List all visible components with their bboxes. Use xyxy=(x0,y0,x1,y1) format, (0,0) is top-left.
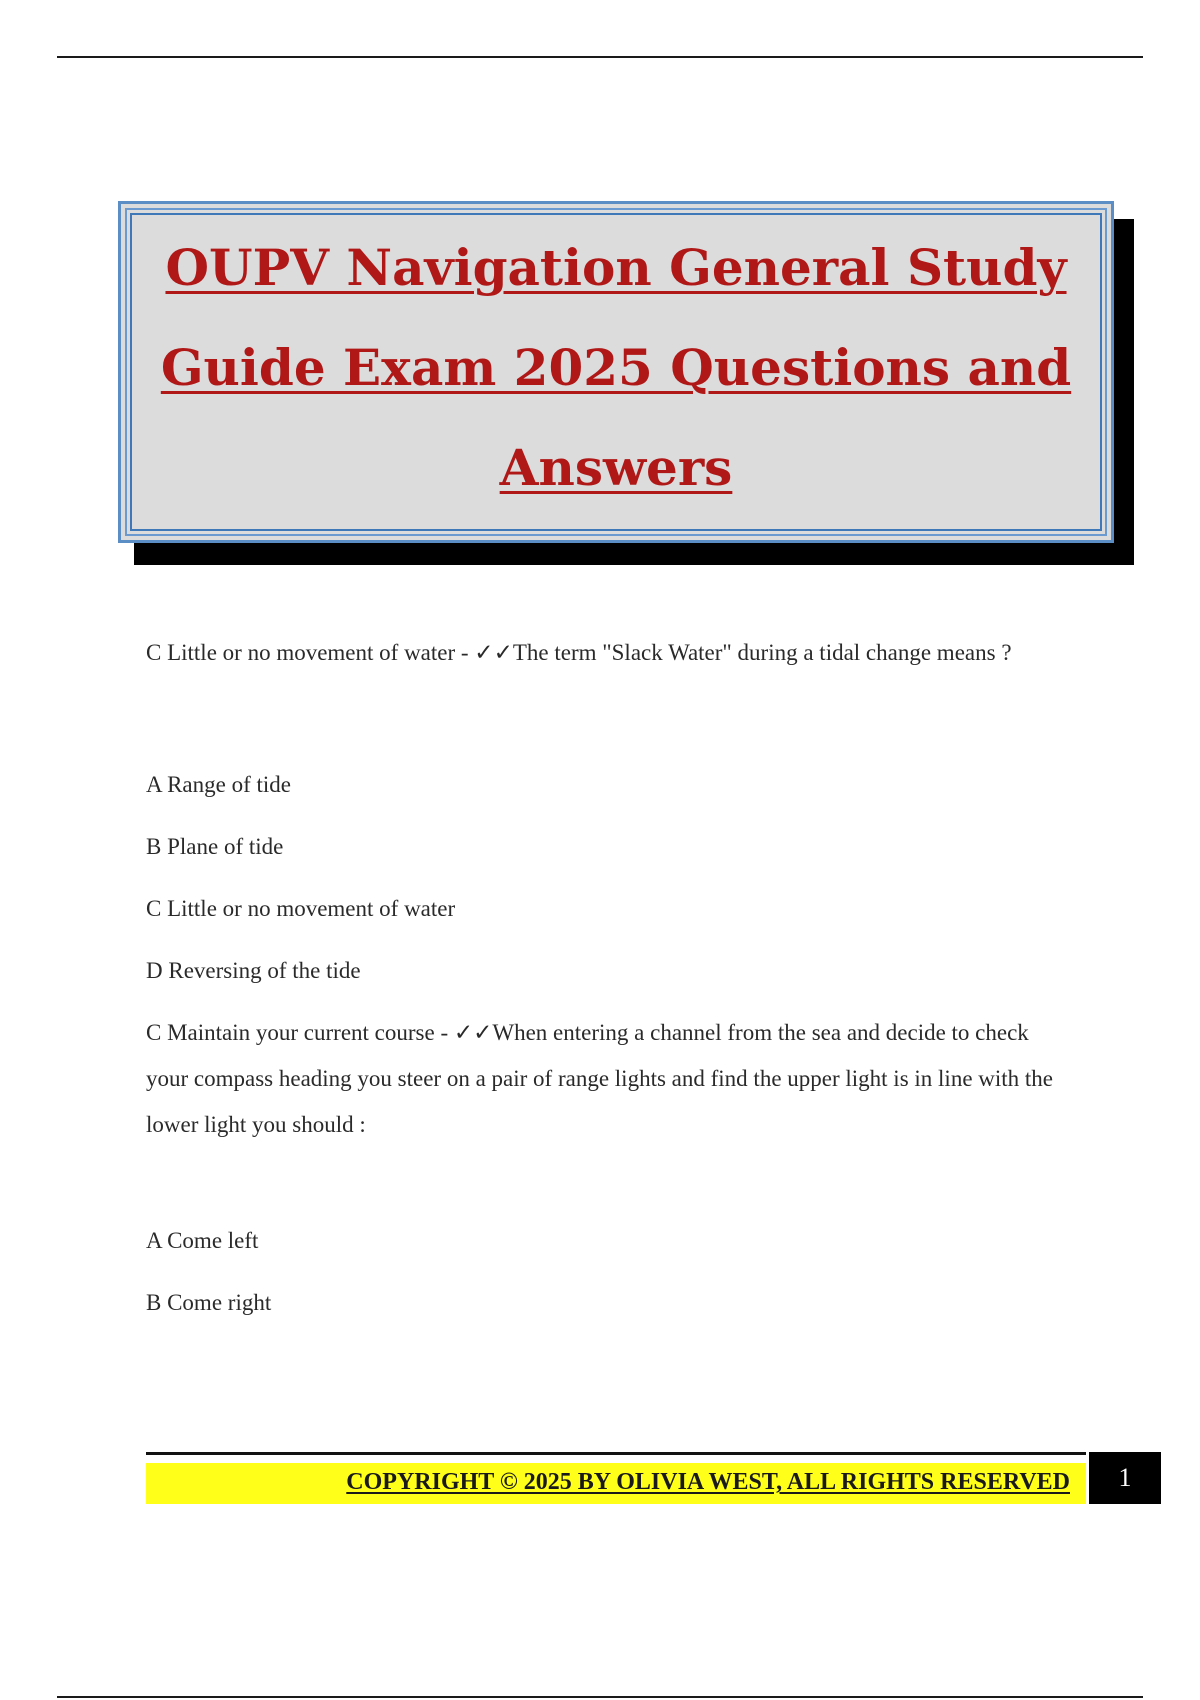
title-line-3: Answers xyxy=(499,438,733,497)
footer-rule xyxy=(146,1452,1086,1455)
top-rule xyxy=(57,56,1143,58)
question-2-option-a: A Come left xyxy=(146,1228,259,1253)
title-line-1: OUPV Navigation General Study xyxy=(165,238,1067,297)
title-box xyxy=(118,201,1114,543)
document-body xyxy=(146,630,1076,1342)
question-1-option-a: A Range of tide xyxy=(146,772,291,797)
question-1-option-b: B Plane of tide xyxy=(146,834,284,859)
title-line-2: Guide Exam 2025 Questions and xyxy=(160,338,1072,397)
question-2-option-b: B Come right xyxy=(146,1290,272,1315)
question-1-option-c: C Little or no movement of water xyxy=(146,896,456,921)
document-title xyxy=(121,218,1111,518)
page-number: 1 xyxy=(1089,1452,1161,1504)
question-2-stem: C Maintain your current course - ✓✓When entering a channel from the sea and decide to check your compass heading you steer on a pair of range lights and find the upper light is in line with the lower light you should : xyxy=(146,1020,1054,1137)
bottom-rule xyxy=(57,1696,1143,1698)
question-1-stem: C Little or no movement of water - ✓✓The term "Slack Water" during a tidal change means ? xyxy=(146,640,1012,665)
footer-bar xyxy=(146,1463,1086,1504)
question-1-option-d: D Reversing of the tide xyxy=(146,958,361,983)
copyright-notice: COPYRIGHT © 2025 BY OLIVIA WEST, ALL RIGHTS RESERVED xyxy=(346,1469,1070,1495)
